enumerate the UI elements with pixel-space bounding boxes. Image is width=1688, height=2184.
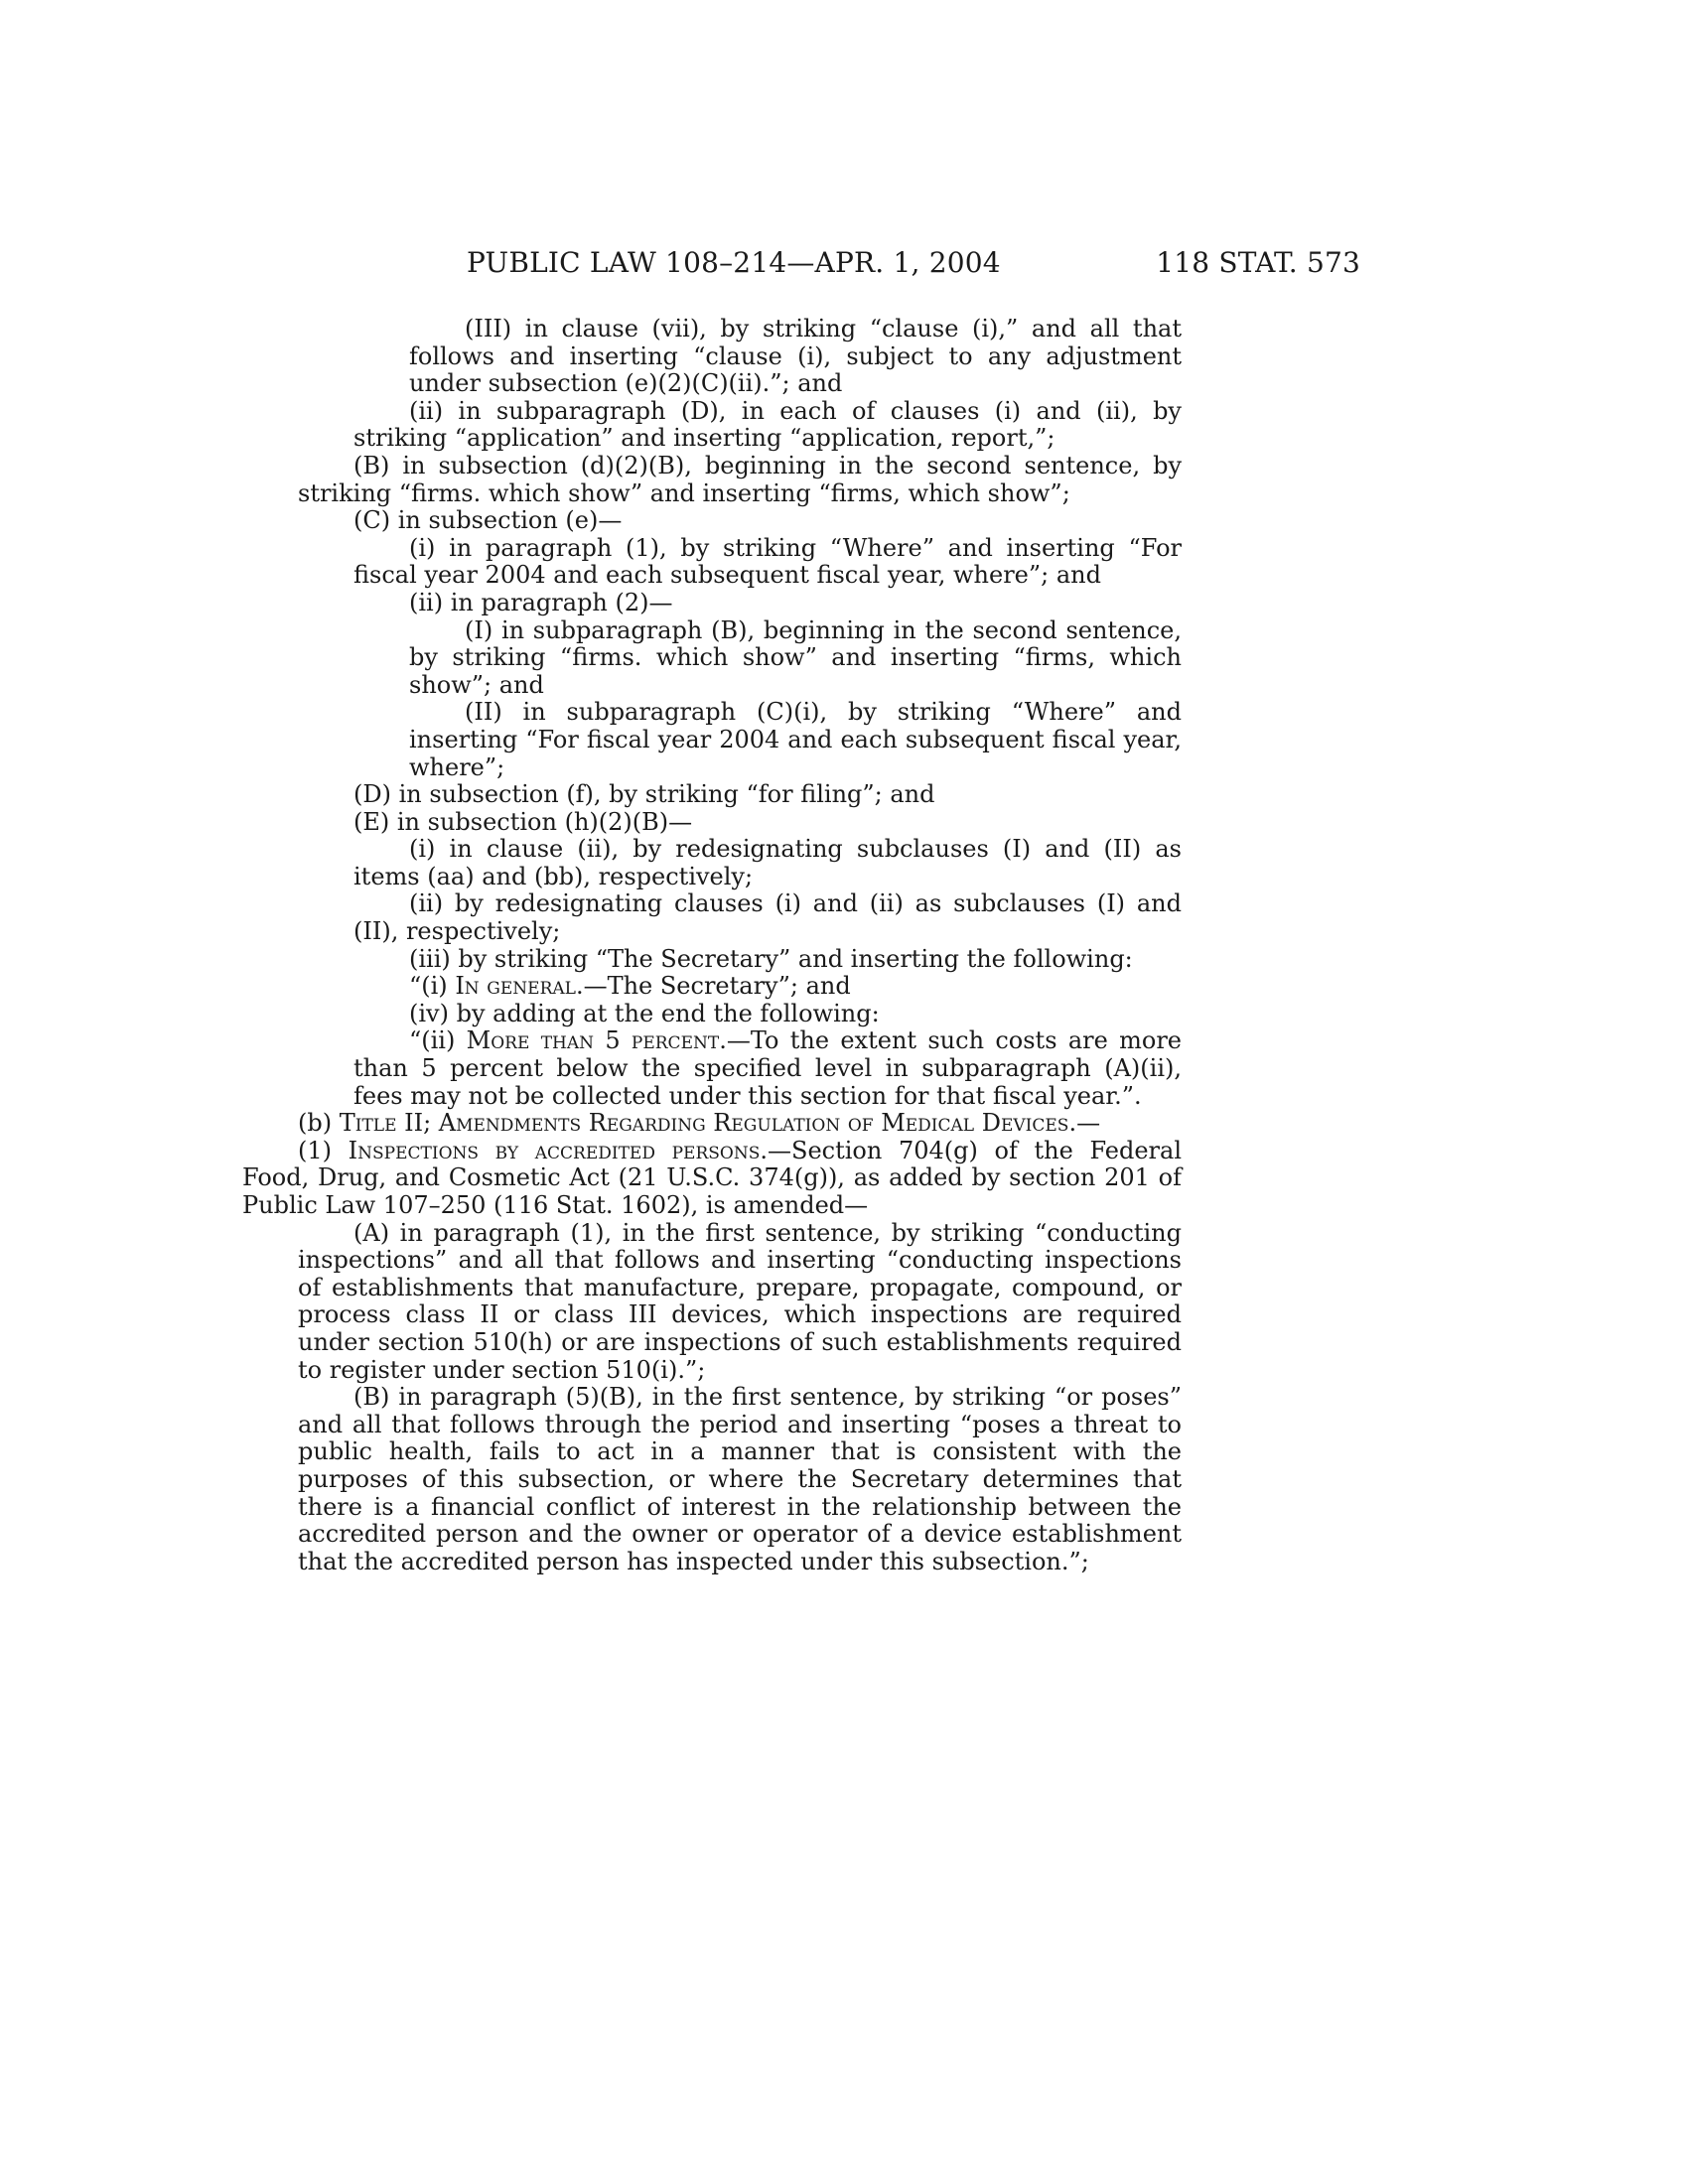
paragraph-p10: (E) in subsection (h)(2)(B)— [353, 807, 693, 836]
paragraph-p16-pre: “(ii) [409, 1026, 467, 1055]
paragraph-p2: (ii) in subparagraph (D), in each of clauses (i) and (ii), by striking “application” and inserting “application, report,”; [353, 396, 1182, 453]
running-head: PUBLIC LAW 108–214—APR. 1, 2004 [467, 246, 1001, 279]
page-number: 118 STAT. 573 [1156, 246, 1360, 279]
statute-text [242, 315, 1183, 1575]
paragraph-p18 [242, 1138, 1182, 1220]
paragraph-p20: (B) in paragraph (5)(B), in the first sentence, by striking “or poses” and all that follows through the period and inserting “poses a threat to public health, fails to act in a manner that is consistent with the purposes of this subsection, or where the Secretary determines that there is a financial conflict of interest in the relationship between the accredited person and the owner or operator of a device establishment that the accredited person has inspected under this subsection.”; [298, 1383, 1182, 1575]
paragraph-p8: (II) in subparagraph (C)(i), by striking “Where” and inserting “For fiscal year 2004 and each subsequent fiscal year, where”; [409, 698, 1182, 781]
paragraph-p17 [242, 1110, 1182, 1138]
paragraph-p14-heading: In general [455, 972, 576, 1001]
paragraph-p13: (iii) by striking “The Secretary” and inserting the following: [409, 944, 1133, 973]
paragraph-p18-pre: (1) [298, 1136, 349, 1164]
page-header [467, 246, 1360, 286]
paragraph-p16-heading: More than 5 percent [466, 1026, 720, 1055]
paragraph-p1: (III) in clause (vii), by striking “clause (i),” and all that follows and inserting “clause (i), subject to any adjustment under subsection (e)(2)(C)(ii).”; and [409, 315, 1182, 398]
paragraph-p9: (D) in subsection (f), by striking “for filing”; and [353, 780, 935, 809]
paragraph-p14 [353, 973, 1182, 1001]
paragraph-p18-heading: Inspections by accredited persons [348, 1136, 761, 1164]
paragraph-p16-post: .—To the extent such costs are more than 5 percent below the specified level in subparagraph (A)(ii), fees may not be collected under this section for that fiscal year.”. [353, 1026, 1182, 1110]
paragraph-p18-post: .—Section 704(g) of the Federal Food, Drug, and Cosmetic Act (21 U.S.C. 374(g)), as added by section 201 of Public Law 107–250 (116 Stat. 1602), is amended— [242, 1136, 1183, 1219]
paragraph-p17-post: .— [1068, 1109, 1101, 1138]
paragraph-p6: (ii) in paragraph (2)— [409, 588, 673, 616]
paragraph-p16 [353, 1027, 1182, 1110]
paragraph-p12: (ii) by redesignating clauses (i) and (ii) as subclauses (I) and (II), respectively; [353, 889, 1182, 946]
paragraph-p17-pre: (b) [298, 1109, 340, 1138]
paragraph-p7: (I) in subparagraph (B), beginning in the second sentence, by striking “firms. which show” and inserting “firms, which show”; and [409, 615, 1182, 699]
paragraph-p5: (i) in paragraph (1), by striking “Where” and inserting “For fiscal year 2004 and each subsequent fiscal year, where”; and [353, 533, 1182, 590]
paragraph-p17-heading: Title II; Amendments Regarding Regulation of Medical Devices [339, 1109, 1069, 1138]
paragraph-p4: (C) in subsection (e)— [353, 506, 623, 535]
paragraph-p14-pre: “(i) [409, 972, 456, 1001]
paragraph-p15: (iv) by adding at the end the following: [409, 999, 880, 1027]
paragraph-p11: (i) in clause (ii), by redesignating subclauses (I) and (II) as items (aa) and (bb), respectively; [353, 835, 1182, 890]
paragraph-p14-post: .—The Secretary”; and [575, 972, 851, 1001]
paragraph-p3: (B) in subsection (d)(2)(B), beginning in the second sentence, by striking “firms. which show” and inserting “firms, which show”; [298, 451, 1182, 507]
paragraph-p19: (A) in paragraph (1), in the first sentence, by striking “conducting inspections” and all that follows and inserting “conducting inspections of establishments that manufacture, prepare, propagate, compound, or process class II or class III devices, which inspections are required under section 510(h) or are inspections of such establishments required to register under section 510(i).”; [298, 1218, 1182, 1384]
